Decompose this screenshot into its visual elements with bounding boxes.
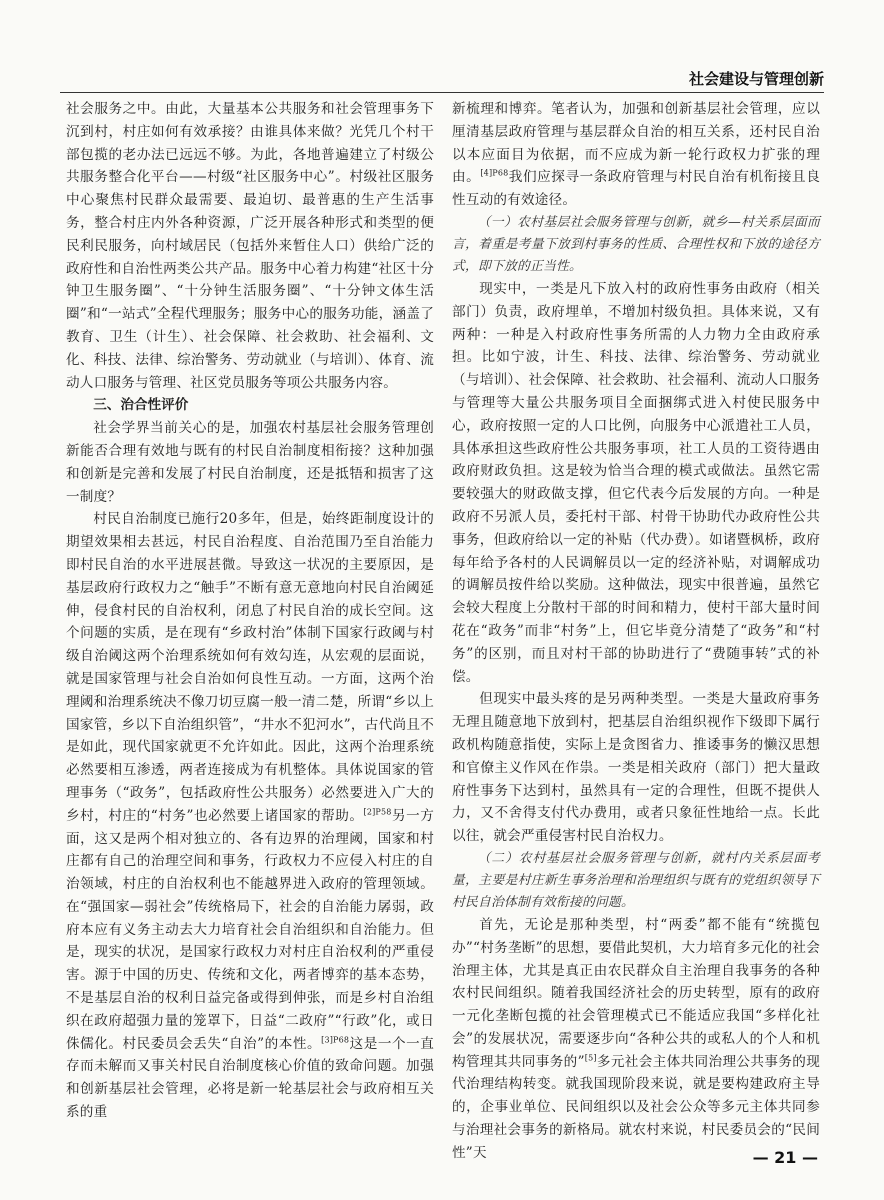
section-title: 社会建设与管理创新: [688, 70, 824, 88]
paragraph: 但现实中最头疼的是另两种类型。一类是大量政府事务无理且随意地下放到村，把基层自治组织视作下级即下属行政机构随意指使，实际上是贪图省力、推诿事务的懒汉思想和官僚主义作风在作祟。一类是相关政府（部门）把大量政府性事务下达到村，虽然具有一定的合理性，但既不提供人力，又不舍得支付代办费用，或者只象征性地给一点。长此以往，就会严重侵害村民自治权力。: [452, 691, 820, 845]
citation: [2]P58: [363, 807, 392, 817]
paragraph-text: 这是一个一直存而未解而又事关村民自治制度核心价值的致命问题。加强和创新基层社会管理，必将是新一轮基层社会与政府相互关系的重: [66, 1035, 434, 1121]
paragraph-text: 首先，无论是那种类型，村“两委”都不能有“统揽包办”“村务垄断”的思想，要借此契机，大力培育多元化的社会治理主体，尤其是真正由农民群众自主治理自我事务的各种农村民间组织。随着我国经济社会的历史转型，原有的政府一元化垄断包揽的社会管理模式已不能适应我国“多样化社会”的发展状况，需要逐步向“各种公共的或私人的个人和机构管理其共同事务的”: [452, 916, 820, 1070]
paragraph-text: 新梳理和博弈。笔者认为，加强和创新基层社会管理，应以厘清基层政府管理与基层群众自治的相互关系，还村民自治以本应面目为依据，而不应成为新一轮行政权力扩张的理由。: [452, 101, 820, 186]
paragraph-text: 多元社会主体共同治理公共事务的现代治理结构转变。就我国现阶段来说，就是要构建政府主导的，企事业单位、民间组织以及社会公众等多元主体共同参与治理社会事务的新格局。就农村来说，村民委员会的“民间性”天: [452, 1053, 821, 1161]
paragraph: 现实中，一类是凡下放入村的政府性事务由政府（相关部门）负责，政府埋单，不增加村级负担。具体来说，又有两种：一种是入村政府性事务所需的人力物力全由政府承担。比如宁波，计生、科技、法律、综治警务、劳动就业（与培训）、社会保障、社会救助、社会福利、流动人口服务与管理等大量公共服务项目全面捆绑式进入村使民服务中心，政府按照一定的人口比例，向服务中心派遣社工人员，具体承担这些政府性公共服务事项，社工人员的工资待遇由政府财政负担。这是较为恰当合理的模式或做法。虽然它需要较强大的财政做支撑，但它代表今后发展的方向。一种是政府不另派人员，委托村干部、村骨干协助代办政府性公共事务，但政府给以一定的补贴（代办费）。如诸暨枫桥，政府每年给予各村的人民调解员以一定的经济补贴，对调解成功的调解员按件给以奖励。这种做法，现实中很普遍，虽然它会较大程度上分散村干部的时间和精力，使村干部大量时间花在“政务”而非“村务”上，但它毕竟分清楚了“政务”和“村务”的区别，而且对村干部的协助进行了“费随事转”式的补偿。: [452, 280, 820, 685]
paragraph: 社会学界当前关心的是，加强农村基层社会服务管理创新能否合理有效地与既有的村民自治制度相衔接？这种加强和创新是完善和发展了村民自治制度，还是抵牾和损害了这一制度？: [66, 420, 434, 505]
paragraph-text: 我们应探寻一条政府管理与村民自治有机衔接且良性互动的有效途径。: [452, 169, 820, 209]
left-column: [66, 98, 434, 1124]
paragraph: [452, 914, 820, 1165]
right-column: [452, 98, 820, 1165]
subsection-heading: （二）农村基层社会服务管理与创新，就村内关系层面考量，主要是村庄新生事务治理和治理组织与既有的党组织领导下村民自治体制有效衔接的问题。: [452, 850, 820, 910]
section-heading: 三、治合性评价: [93, 397, 189, 414]
running-header: [60, 64, 824, 93]
paragraph: [66, 508, 434, 1124]
paragraph-text: 另一方面，这又是两个相对独立的、各有边界的治理阈，国家和村庄都有自己的治理空间和事务，行政权力不应侵入村庄的自治领域，村庄的自治权利也不能越界进入政府的管理领域。在“强国家—弱社会”传统格局下，社会的自治能力孱弱，政府本应有义务主动去大力培育社会自治组织和自治能力。但是，现实的状况，是国家行政权力对村庄自治权利的严重侵害。源于中国的历史、传统和文化，两者博弈的基本态势，不是基层自治的权利日益完备或得到伸张，而是乡村自治组织在政府超强力量的笼罩下，日益“二政府”“行政”化，或日侏儒化。村民委员会丢失“自治”的本性。: [66, 807, 434, 1052]
page-number: — 21 —: [752, 1148, 818, 1167]
citation: [3]P68: [321, 1035, 350, 1045]
paragraph-text: 村民自治制度已施行20多年，但是，始终距制度设计的期望效果相去甚远，村民自治程度、自治范围乃至自治能力即村民自治的水平进展甚微。导致这一状况的主要原因，是基层政府行政权力之“触手”不断有意无意地向村民自治阈延伸，侵食村民的自治权利，闭息了村民自治的成长空间。这个问题的实质，是在现有“乡政村治”体制下国家行政阈与村级自治阈这两个治理系统如何有效勾连，从宏观的层面说，就是国家管理与社会自治如何良性互动。一方面，这两个治理阈和治理系统决不像刀切豆腐一般一清二楚，所谓“乡以上国家管，乡以下自治组织管”，“井水不犯河水”，古代尚且不是如此，现代国家就更不允许如此。因此，这两个治理系统必然要相互渗透，两者连接成为有机整体。具体说国家的管理事务（“政务”，包括政府性公共服务）必然要进入广大的乡村，村庄的“村务”也必然要上诸国家的帮助。: [66, 511, 434, 824]
paragraph: 社会服务之中。由此，大量基本公共服务和社会管理事务下沉到村，村庄如何有效承接？由谁具体来做？光凭几个村干部包揽的老办法已远远不够。为此，各地普遍建立了村级公共服务整合化平台——村级“社区服务中心”。村级社区服务中心聚焦村民群众最需要、最迫切、最普惠的生产生活事务，整合村庄内外各种资源，广泛开展各种形式和类型的便民利民服务，向村域居民（包括外来暂住人口）供给广泛的政府性和自治性两类公共产品。服务中心着力构建“社区十分钟卫生服务圈”、“十分钟生活服务圈”、“十分钟文体生活圈”和“一站式”全程代理服务；服务中心的服务功能，涵盖了教育、卫生（计生）、社会保障、社会救助、社会福利、文化、科技、法律、综治警务、劳动就业（与培训）、体育、流动人口服务与管理、社区党员服务等项公共服务内容。: [66, 101, 434, 391]
citation: [5]: [584, 1053, 597, 1063]
subsection-heading: （一）农村基层社会服务管理与创新，就乡—村关系层面而言，着重是考量下放到村事务的性质、合理性权和下放的途径方式，即下放的正当性。: [452, 214, 820, 274]
paragraph: [452, 98, 820, 212]
citation: [4]P68: [480, 168, 509, 178]
